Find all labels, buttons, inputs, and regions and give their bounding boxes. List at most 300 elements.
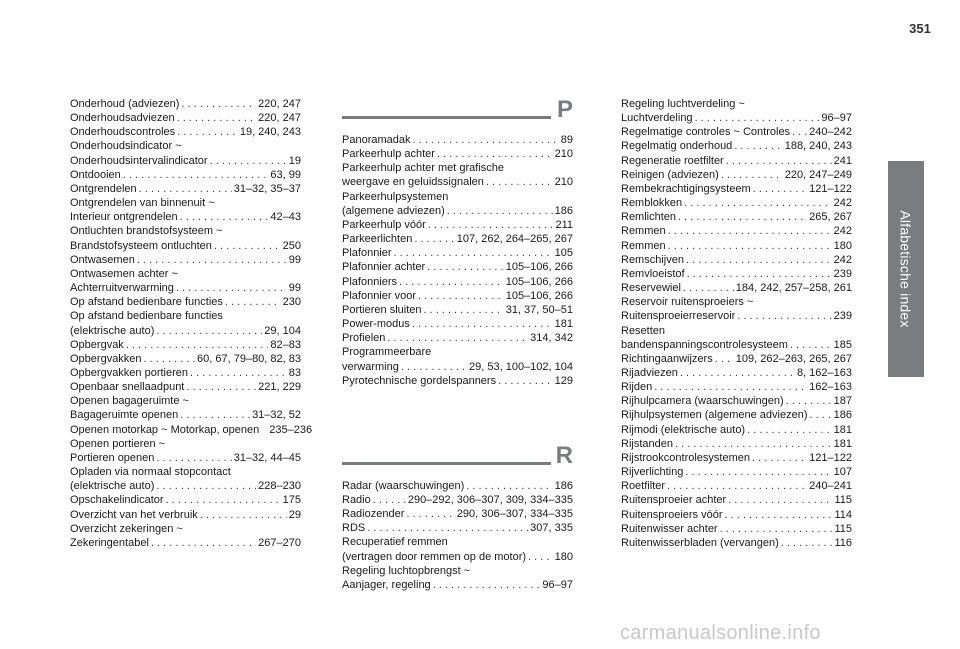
- dot-leader: [809, 408, 831, 422]
- dot-leader: [687, 267, 832, 281]
- index-term: Ruitensproeierreservoir: [621, 310, 736, 323]
- index-column-3: [621, 97, 852, 550]
- index-page-refs: 105–106, 266: [505, 275, 573, 288]
- index-entry: [342, 374, 573, 388]
- dot-leader: [668, 239, 832, 253]
- index-entry: [70, 465, 301, 493]
- dot-leader: [675, 437, 832, 451]
- dot-leader: [139, 182, 232, 196]
- index-term: Rijstrookcontrolesystemen: [621, 451, 750, 464]
- index-entry: [621, 224, 852, 238]
- index-term: Remmen: [621, 239, 666, 252]
- index-term: Ruitenwisserbladen (vervangen): [621, 536, 779, 549]
- index-entry-row: [342, 260, 573, 274]
- index-page-refs: 220, 247–249: [784, 168, 852, 181]
- index-page-refs: 89: [560, 134, 573, 146]
- dot-leader: [678, 210, 807, 224]
- index-entry-row: [70, 451, 301, 465]
- index-entry: [70, 522, 301, 550]
- index-entry: [342, 331, 573, 345]
- index-entry-line: Reservoir ruitensproeiers ~: [621, 296, 754, 309]
- index-page-refs: 42–43: [270, 211, 301, 224]
- index-page-refs: 109, 262–263, 265, 267: [735, 352, 852, 365]
- dot-leader: [695, 111, 820, 125]
- index-term: (vertragen door remmen op de motor): [342, 550, 527, 563]
- index-entry: [621, 380, 852, 394]
- index-page-refs: 99: [288, 253, 301, 266]
- dot-leader: [394, 246, 553, 260]
- index-page-refs: 82–83: [270, 338, 301, 351]
- index-term: Onderhoud (adviezen): [70, 98, 180, 110]
- index-term: Radiozender: [342, 508, 405, 521]
- dot-leader: [200, 508, 287, 522]
- dot-leader: [433, 578, 541, 592]
- index-page-refs: 31–32, 44–45: [233, 451, 301, 464]
- index-entry-row: [70, 210, 301, 224]
- index-page-refs: 242: [833, 197, 852, 210]
- index-term: Overzicht van het verbruik: [70, 508, 198, 521]
- index-page-refs: 187: [833, 395, 852, 408]
- index-term: Radar (waarschuwingen): [342, 479, 465, 492]
- index-entry-line: Recuperatief remmen: [342, 536, 448, 549]
- index-entry-row: [70, 239, 301, 253]
- index-entry-row: [342, 218, 573, 232]
- index-term: Onderhoudsintervalindicator: [70, 154, 208, 167]
- dot-leader: [424, 303, 504, 317]
- index-page-refs: 188, 240, 243: [784, 140, 852, 153]
- index-entry-row: [621, 253, 852, 267]
- index-entry: [342, 303, 573, 317]
- index-column-1: [70, 97, 313, 550]
- index-entry: [621, 451, 852, 465]
- index-term: Openbaar snellaadpunt: [70, 381, 185, 394]
- index-page-refs: 180: [833, 239, 852, 252]
- index-entry: [342, 246, 573, 260]
- index-entry: [621, 522, 852, 536]
- dot-leader: [684, 196, 832, 210]
- index-entry-row: [70, 479, 301, 493]
- index-entry-row: [342, 317, 573, 331]
- index-term: Remlichten: [621, 211, 677, 224]
- index-entry-row: [70, 281, 301, 295]
- index-term: Parkeerhulp achter: [342, 148, 435, 161]
- dot-leader: [720, 522, 833, 536]
- dot-leader: [728, 493, 832, 507]
- index-column-2: [342, 96, 573, 592]
- index-entry-row: [621, 338, 852, 352]
- index-entry-row: [70, 408, 301, 422]
- index-entry-row: [621, 196, 852, 210]
- index-entry-row: [621, 224, 852, 238]
- section-letter: R: [555, 441, 573, 469]
- dot-leader: [180, 210, 269, 224]
- index-entry: [70, 182, 301, 196]
- index-term: Zekeringentabel: [70, 536, 149, 549]
- index-page-refs: 107, 262, 264–265, 267: [456, 233, 573, 246]
- dot-leader: [176, 281, 287, 295]
- index-entry: [70, 267, 301, 295]
- index-term: Aanjager, regeling: [342, 578, 431, 591]
- index-term: Rembekrachtigingsysteem: [621, 182, 751, 195]
- index-entry: [342, 289, 573, 303]
- dot-leader: [144, 352, 195, 366]
- index-page-refs: 230: [282, 296, 301, 309]
- index-entry-row: [621, 508, 852, 522]
- index-page-refs: 241: [833, 154, 852, 167]
- index-page-refs: 31, 37, 50–51: [505, 303, 573, 316]
- dot-leader: [401, 360, 467, 374]
- index-entry-row: [70, 352, 301, 366]
- index-page-refs: 181: [833, 423, 852, 436]
- dot-leader: [414, 232, 454, 246]
- dot-leader: [156, 324, 262, 338]
- section-r-entries: [342, 479, 573, 592]
- index-page-refs: 121–122: [809, 451, 852, 464]
- index-entry: [70, 493, 301, 507]
- index-entry: [70, 508, 301, 522]
- dot-leader: [151, 536, 256, 550]
- dot-leader: [427, 260, 504, 274]
- index-page-refs: 186: [554, 479, 573, 492]
- index-term: Parkeerhulp vóór: [342, 218, 426, 231]
- index-entry-row: [70, 536, 301, 550]
- index-term: Onderhoudsadviezen: [70, 112, 175, 125]
- index-term: Parkeerlichten: [342, 233, 413, 246]
- index-entry: [342, 493, 573, 507]
- index-entry: [342, 133, 573, 147]
- index-term: Ruitensproeiers vóór: [621, 508, 723, 521]
- index-term: Rijadviezen: [621, 366, 678, 379]
- index-entry: [342, 161, 573, 189]
- index-entry: [70, 423, 313, 437]
- index-entry-row: [342, 175, 573, 189]
- index-page-refs: 115: [834, 522, 852, 535]
- index-page-refs: 242: [833, 253, 852, 266]
- dot-leader: [781, 536, 833, 550]
- index-entry-row: [342, 147, 573, 161]
- index-entry: [70, 309, 301, 337]
- section-letter: P: [556, 96, 573, 123]
- index-page-refs: 105–106, 266: [505, 289, 573, 302]
- index-entry-line: Openen bagageruimte ~: [70, 395, 189, 408]
- section-header-r: [342, 441, 573, 479]
- index-entry-row: [621, 408, 852, 422]
- index-entry-row: [342, 507, 573, 521]
- index-entry-row: [621, 281, 852, 295]
- index-entry-line: Regeling luchtopbrengst ~: [342, 564, 471, 577]
- dot-leader: [683, 281, 734, 295]
- index-page-refs: 240–242: [809, 126, 852, 139]
- index-entry-row: [70, 493, 301, 507]
- index-page-refs: 60, 67, 79–80, 82, 83: [197, 352, 301, 365]
- index-entry-row: [342, 521, 573, 535]
- index-entry: [621, 210, 852, 224]
- dot-leader: [180, 408, 250, 422]
- index-entry-row: [70, 324, 301, 338]
- dot-leader: [214, 239, 281, 253]
- index-entry: [621, 253, 852, 267]
- dot-leader: [186, 380, 256, 394]
- dot-leader: [428, 218, 554, 232]
- index-term: Remschijven: [621, 253, 684, 266]
- index-entry: [621, 154, 852, 168]
- index-term: (elektrische auto): [70, 324, 155, 337]
- index-entry-line: Programmeerbare: [342, 346, 432, 359]
- index-page-refs: 211: [555, 218, 573, 231]
- index-entry-line: Opladen via normaal stopcontact: [70, 466, 231, 479]
- dot-leader: [654, 380, 807, 394]
- index-page-refs: 29, 53, 100–102, 104: [469, 360, 573, 373]
- index-page-refs: 307, 335: [530, 522, 573, 535]
- dot-leader: [725, 508, 833, 522]
- section-rule: [342, 462, 551, 465]
- index-page-refs: 107: [833, 466, 852, 479]
- index-term: Opbergvak: [70, 338, 124, 351]
- index-page-refs: 180: [554, 550, 573, 563]
- chapter-tab-strip: [924, 161, 960, 377]
- dot-leader: [747, 423, 832, 437]
- index-term: Reservewiel: [621, 282, 681, 295]
- index-entry: [70, 338, 301, 352]
- dot-leader: [437, 147, 553, 161]
- index-entry-row: [342, 275, 573, 289]
- index-page-refs: 265, 267: [809, 211, 852, 224]
- index-entry: [621, 423, 852, 437]
- index-entry: [621, 239, 852, 253]
- index-term: (elektrische auto): [70, 480, 155, 493]
- index-entry: [70, 352, 301, 366]
- index-page-refs: 239: [833, 310, 852, 323]
- index-entry: [70, 196, 301, 224]
- index-term: Remblokken: [621, 197, 683, 210]
- index-entry: [621, 125, 852, 139]
- index-term: Ontdooien: [70, 168, 121, 181]
- dot-leader: [126, 338, 269, 352]
- index-page-refs: 185: [833, 338, 852, 351]
- index-term: bandenspanningscontrolesysteem: [621, 338, 788, 351]
- dot-leader: [387, 331, 528, 345]
- dot-leader: [721, 168, 783, 182]
- index-entry-row: [621, 423, 852, 437]
- index-entry-row: [621, 380, 852, 394]
- index-term: (algemene adviezen): [342, 204, 445, 217]
- index-entry-row: [342, 331, 573, 345]
- dot-leader: [668, 224, 832, 238]
- index-entry-row: [621, 111, 852, 125]
- index-page-refs: 186: [833, 409, 852, 422]
- index-entry-row: [621, 352, 852, 366]
- index-entry-row: [621, 536, 852, 550]
- dot-leader: [418, 289, 504, 303]
- index-page-refs: 96–97: [821, 112, 852, 125]
- index-entry-row: [621, 437, 852, 451]
- index-entry: [621, 493, 852, 507]
- index-entry: [342, 232, 573, 246]
- index-page-refs: 105: [554, 247, 573, 260]
- dot-leader: [181, 97, 256, 111]
- index-entry-line: Resetten: [621, 324, 666, 337]
- index-term: Openen motorkap ~ Motorkap, openen: [70, 423, 260, 436]
- index-entry: [621, 267, 852, 281]
- index-entry: [621, 465, 852, 479]
- index-entry-line: Parkeerhulpsystemen: [342, 190, 449, 203]
- index-page-refs: 115: [834, 494, 852, 507]
- index-entry-row: [70, 423, 313, 437]
- index-entry: [621, 437, 852, 451]
- index-term: Plafonnier achter: [342, 261, 426, 274]
- index-page-refs: 121–122: [809, 182, 852, 195]
- index-page-refs: 63, 99: [270, 168, 301, 181]
- index-entry-row: [621, 493, 852, 507]
- index-term: Ruitensproeier achter: [621, 494, 727, 507]
- dot-leader: [166, 493, 281, 507]
- dot-leader: [177, 111, 257, 125]
- dot-leader: [686, 253, 832, 267]
- dot-leader: [715, 352, 734, 366]
- index-term: Rijden: [621, 381, 653, 394]
- index-term: Remmen: [621, 225, 666, 238]
- index-entry-row: [70, 366, 301, 380]
- section-p-entries: [342, 133, 573, 388]
- index-page-refs: 184, 242, 257–258, 261: [735, 282, 852, 295]
- index-entry-line: Overzicht zekeringen ~: [70, 522, 183, 535]
- dot-leader: [156, 479, 256, 493]
- index-entry-row: [70, 125, 301, 139]
- dot-leader: [737, 309, 831, 323]
- index-entry: [70, 224, 301, 252]
- dot-leader: [447, 204, 553, 218]
- index-entry-row: [621, 168, 852, 182]
- index-entry: [342, 218, 573, 232]
- index-page-refs: 267–270: [258, 536, 301, 549]
- index-entry-row: [621, 139, 852, 153]
- index-term: Roetfilter: [621, 480, 666, 493]
- dot-leader: [177, 125, 238, 139]
- index-entry-row: [70, 295, 301, 309]
- index-page-refs: 290, 306–307, 334–335: [456, 508, 573, 521]
- index-page-refs: 242: [833, 225, 852, 238]
- index-page-refs: 186: [554, 204, 573, 217]
- dot-leader: [667, 479, 807, 493]
- index-term: Brandstofsysteem ontluchten: [70, 239, 212, 252]
- index-page-refs: 181: [554, 318, 573, 331]
- index-page-refs: 8, 162–163: [796, 366, 852, 379]
- index-entry: [342, 190, 573, 218]
- dot-leader: [734, 139, 782, 153]
- index-term: Op afstand bedienbare functies: [70, 296, 223, 309]
- index-entry: [621, 479, 852, 493]
- index-entry-line: Ontgrendelen van binnenuit ~: [70, 197, 215, 210]
- index-entry: [70, 125, 301, 139]
- dot-leader: [752, 451, 807, 465]
- index-term: Regeneratie roetfilter: [621, 154, 724, 167]
- index-page-refs: 220, 247: [258, 112, 301, 125]
- index-entry-line: Parkeerhulp achter met grafische: [342, 162, 505, 175]
- index-page-refs: 29, 104: [264, 324, 301, 337]
- index-term: Ruitenwisser achter: [621, 522, 718, 535]
- dot-leader: [685, 465, 831, 479]
- index-page-refs: 239: [833, 267, 852, 280]
- index-entry: [621, 281, 852, 295]
- index-entry: [70, 111, 301, 125]
- index-term: weergave en geluidssignalen: [342, 176, 484, 189]
- index-entry-line: Ontluchten brandstofsysteem ~: [70, 225, 223, 238]
- dot-leader: [225, 295, 281, 309]
- index-page-refs: 235–236: [269, 423, 313, 436]
- index-term: Bagageruimte openen: [70, 409, 179, 422]
- index-term: Panoramadak: [342, 134, 411, 146]
- index-term: Opschakelindicator: [70, 494, 164, 507]
- index-entry-row: [342, 303, 573, 317]
- index-term: Rijverlichting: [621, 466, 684, 479]
- index-entry-row: [621, 309, 852, 323]
- index-page-refs: 19: [288, 154, 301, 167]
- index-page-refs: 175: [282, 494, 301, 507]
- index-entry: [621, 366, 852, 380]
- dot-leader: [399, 275, 504, 289]
- dot-leader: [466, 479, 552, 493]
- index-entry-row: [621, 479, 852, 493]
- index-term: Portieren sluiten: [342, 303, 422, 316]
- index-entry: [342, 147, 573, 161]
- index-term: verwarming: [342, 360, 399, 373]
- index-entry-row: [342, 374, 573, 388]
- index-entry-row: [70, 253, 301, 267]
- index-entry: [70, 253, 301, 267]
- index-entry: [70, 295, 301, 309]
- index-term: Reinigen (adviezen): [621, 168, 719, 181]
- index-term: Ontwasemen: [70, 253, 135, 266]
- dot-leader: [753, 182, 808, 196]
- index-term: Plafonniers: [342, 275, 398, 288]
- index-entry: [70, 394, 301, 422]
- index-entry-row: [70, 154, 301, 168]
- index-term: Interieur ontgrendelen: [70, 211, 178, 224]
- index-term: Portieren openen: [70, 451, 155, 464]
- index-entry-row: [621, 451, 852, 465]
- index-entry: [342, 260, 573, 274]
- index-entry-row: [342, 360, 573, 374]
- index-entry: [342, 507, 573, 521]
- index-page-refs: 105–106, 266: [505, 261, 573, 274]
- index-entry-row: [70, 182, 301, 196]
- index-entry: [342, 479, 573, 493]
- index-entry-row: [621, 394, 852, 408]
- dot-leader: [726, 154, 832, 168]
- index-term: Regelmatig onderhoud: [621, 140, 733, 153]
- index-entry: [342, 345, 573, 373]
- index-entry: [70, 97, 301, 111]
- index-page-refs: 31–32, 35–37: [233, 182, 301, 195]
- index-page-refs: 96–97: [542, 578, 573, 591]
- dot-leader: [413, 133, 559, 147]
- index-entry-row: [621, 366, 852, 380]
- dot-leader: [406, 507, 454, 521]
- dot-leader: [210, 154, 287, 168]
- index-entry: [621, 196, 852, 210]
- index-entry: [621, 182, 852, 196]
- index-entry-row: [621, 182, 852, 196]
- index-entry-row: [342, 133, 573, 147]
- index-entry-row: [342, 204, 573, 218]
- index-entry-line: Openen portieren ~: [70, 437, 166, 450]
- index-page-refs: 210: [554, 176, 573, 189]
- index-entry: [70, 366, 301, 380]
- index-term: Achterruitverwarming: [70, 282, 174, 295]
- index-term: Plafonnier voor: [342, 289, 416, 302]
- dot-leader: [786, 394, 832, 408]
- index-entry: [342, 564, 573, 592]
